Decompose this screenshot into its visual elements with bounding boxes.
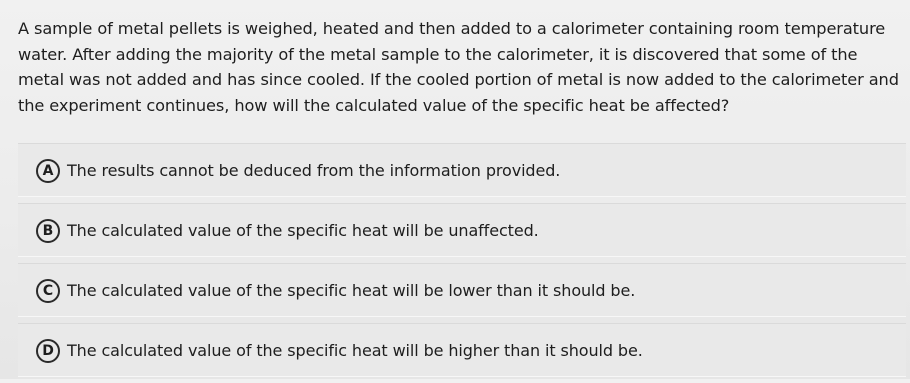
choice-a-text: The results cannot be deduced from the information provided.	[67, 161, 561, 180]
answer-choices	[18, 143, 906, 383]
choice-d[interactable]	[18, 323, 906, 377]
choice-a-letter: A	[36, 159, 60, 183]
question-text: A sample of metal pellets is weighed, heated and then added to a calorimeter containing room temperature water. After adding the majority of the metal sample to the calorimeter, it is discovered that some of the metal was not added and has since cooled. If the cooled portion of metal is now added to the calorimeter and the experiment continues, how will the calculated value of the specific heat be affected?	[18, 19, 899, 115]
choice-b-letter: B	[36, 219, 60, 243]
choice-b[interactable]	[18, 203, 906, 257]
choice-b-text: The calculated value of the specific heat will be unaffected.	[67, 221, 539, 240]
choice-c-letter: C	[36, 279, 60, 303]
choice-a[interactable]	[18, 143, 906, 197]
choice-d-text: The calculated value of the specific heat will be higher than it should be.	[67, 341, 643, 360]
choice-c[interactable]	[18, 263, 906, 317]
choice-d-letter: D	[36, 339, 60, 363]
choice-c-text: The calculated value of the specific heat will be lower than it should be.	[67, 281, 636, 300]
